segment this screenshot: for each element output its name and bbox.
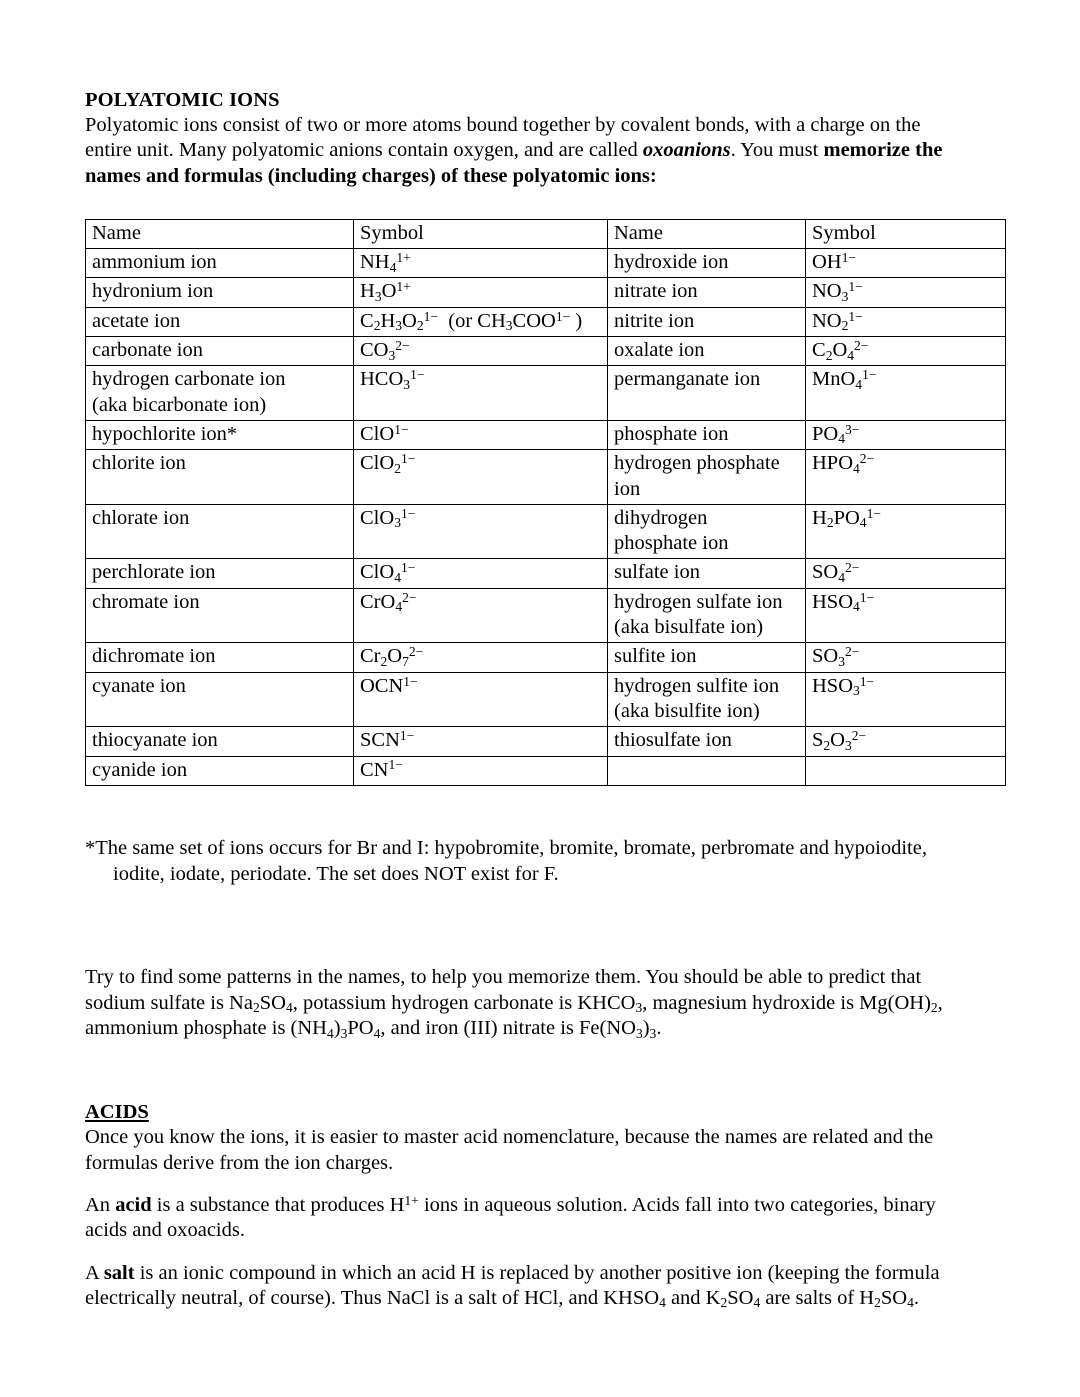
ion-symbol: $HCO_3^{1-}$ bbox=[354, 366, 608, 421]
footnote bbox=[85, 836, 1000, 887]
table-row bbox=[86, 672, 1006, 727]
ion-name: hydrogen sulfite ion (aka bisulfite ion) bbox=[608, 672, 806, 727]
ion-name: acetate ion bbox=[86, 307, 354, 336]
ion-symbol: $C_2O_4^{2-}$ bbox=[806, 337, 1006, 366]
ion-name: dichromate ion bbox=[86, 643, 354, 672]
table-row bbox=[86, 307, 1006, 336]
intro-line-2a: entire unit. Many polyatomic anions contain oxygen, and are called bbox=[85, 139, 643, 162]
table-row bbox=[86, 249, 1006, 278]
patterns-line-2: sodium sulfate is $Na_2SO_4$, potassium hydrogen carbonate is $KHCO_3$, magnesium hydroxide is $Mg(OH)_2$, bbox=[85, 991, 943, 1016]
acid-def-mid: is a substance that produces $H^{1+}$ ions in aqueous solution. Acids fall into two categories, binary bbox=[151, 1192, 936, 1216]
salt-def-prefix: A bbox=[85, 1261, 104, 1284]
ion-name: oxalate ion bbox=[608, 337, 806, 366]
ion-symbol: $HSO_3^{1-}$ bbox=[806, 672, 1006, 727]
spacer-before-patterns bbox=[85, 907, 1000, 965]
ion-symbol: $C_2H_3O_2^{1-}$ (or $CH_3COO^{1-}$ ) bbox=[354, 307, 608, 336]
ion-symbol: $NO_2^{1-}$ bbox=[806, 307, 1006, 336]
ion-symbol-empty bbox=[806, 756, 1006, 785]
ion-name: chromate ion bbox=[86, 588, 354, 643]
ion-name: thiosulfate ion bbox=[608, 727, 806, 756]
ion-name: hydrogen phosphate ion bbox=[608, 450, 806, 505]
ion-name: ammonium ion bbox=[86, 249, 354, 278]
header-name-left: Name bbox=[86, 219, 354, 248]
ion-name: permanganate ion bbox=[608, 366, 806, 421]
spacer-before-salt-def bbox=[85, 1244, 1000, 1261]
spacer-before-acids bbox=[85, 1041, 1000, 1099]
table-row bbox=[86, 337, 1006, 366]
table-row bbox=[86, 504, 1006, 559]
ion-name: cyanate ion bbox=[86, 672, 354, 727]
oxoanions-term: oxoanions bbox=[642, 139, 731, 162]
table-row bbox=[86, 366, 1006, 421]
patterns-line-3: ammonium phosphate is $(NH_4)_3PO_4$, and iron (III) nitrate is $Fe(NO_3)_3$. bbox=[85, 1017, 662, 1041]
ion-name: hydrogen sulfate ion (aka bisulfate ion) bbox=[608, 588, 806, 643]
table-row bbox=[86, 643, 1006, 672]
ion-name: perchlorate ion bbox=[86, 559, 354, 588]
intro-line-1: Polyatomic ions consist of two or more atoms bound together by covalent bonds, with a charge on the bbox=[85, 114, 921, 136]
ion-name: dihydrogen phosphate ion bbox=[608, 504, 806, 559]
spacer-before-acid-def bbox=[85, 1176, 1000, 1193]
table-row bbox=[86, 450, 1006, 505]
ion-symbol: $SCN^{1-}$ bbox=[354, 727, 608, 756]
acid-def-prefix: An bbox=[85, 1193, 116, 1216]
ion-name: hydrogen carbonate ion (aka bicarbonate ion) bbox=[86, 366, 354, 421]
footnote-line-1: *The same set of ions occurs for Br and I: hypobromite, bromite, bromate, perbromate and hypoiodite, bbox=[85, 837, 927, 860]
table-header-row bbox=[86, 219, 1006, 248]
ion-symbol: ClO$_4^{1-}$ bbox=[354, 559, 608, 588]
ion-symbol: $S_2O_3^{2-}$ bbox=[806, 727, 1006, 756]
footnote-line-2: iodite, iodate, periodate. The set does NOT exist for F. bbox=[113, 862, 559, 885]
ion-symbol: $H_3O^{1+}$ bbox=[354, 278, 608, 307]
ion-name: thiocyanate ion bbox=[86, 727, 354, 756]
salt-def-line-2: electrically neutral, of course). Thus NaCl is a salt of HCl, and $KHSO_4$ and $K_2SO_4$ are salts of $H_2SO_4$. bbox=[85, 1286, 919, 1311]
table-row bbox=[86, 559, 1006, 588]
ion-name: phosphate ion bbox=[608, 420, 806, 449]
polyatomic-ions-table bbox=[85, 219, 1006, 786]
ion-symbol: $HPO_4^{2-}$ bbox=[806, 450, 1006, 505]
ion-name: cyanide ion bbox=[86, 756, 354, 785]
table-row bbox=[86, 756, 1006, 785]
acid-definition-paragraph bbox=[85, 1193, 1000, 1244]
ion-symbol: $SO_4^{2-}$ bbox=[806, 559, 1006, 588]
ion-name: sulfite ion bbox=[608, 643, 806, 672]
ion-symbol: $HSO_4^{1-}$ bbox=[806, 588, 1006, 643]
header-symbol-right: Symbol bbox=[806, 219, 1006, 248]
page-title: POLYATOMIC IONS bbox=[85, 89, 280, 111]
ion-symbol: $Cr_2O_7^{2-}$ bbox=[354, 643, 608, 672]
ion-symbol: $CO_3^{2-}$ bbox=[354, 337, 608, 366]
table-row bbox=[86, 278, 1006, 307]
header-name-right: Name bbox=[608, 219, 806, 248]
spacer-before-table bbox=[85, 189, 1000, 219]
patterns-paragraph bbox=[85, 965, 1000, 1041]
ion-symbol: ClO$^{1-}$ bbox=[354, 420, 608, 449]
ion-symbol: $PO_4^{3-}$ bbox=[806, 420, 1006, 449]
salt-def-line-1: is an ionic compound in which an acid H is replaced by another positive ion (keeping the formula bbox=[134, 1261, 940, 1284]
ion-name: carbonate ion bbox=[86, 337, 354, 366]
ion-name: sulfate ion bbox=[608, 559, 806, 588]
ion-symbol: CrO$_4^{2-}$ bbox=[354, 588, 608, 643]
salt-definition-paragraph bbox=[85, 1261, 1000, 1312]
ion-symbol: $OCN^{1-}$ bbox=[354, 672, 608, 727]
ion-symbol: $NO_3^{1-}$ bbox=[806, 278, 1006, 307]
intro-bold-2: memorize the bbox=[823, 139, 943, 162]
acids-intro-line-2: formulas derive from the ion charges. bbox=[85, 1151, 394, 1174]
spacer-after-table bbox=[85, 786, 1000, 816]
header-symbol-left: Symbol bbox=[354, 219, 608, 248]
ion-name: chlorate ion bbox=[86, 504, 354, 559]
ion-name: hydronium ion bbox=[86, 278, 354, 307]
ion-symbol: $NH_4^{1+}$ bbox=[354, 249, 608, 278]
acids-heading: ACIDS bbox=[85, 1101, 149, 1124]
ion-symbol: $H_2PO_4^{1-}$ bbox=[806, 504, 1006, 559]
ion-symbol: $SO_3^{2-}$ bbox=[806, 643, 1006, 672]
intro-line-2b: . You must bbox=[730, 139, 824, 162]
acids-intro-line-1: Once you know the ions, it is easier to master acid nomenclature, because the names are related and the bbox=[85, 1126, 934, 1149]
acids-intro-paragraph bbox=[85, 1125, 1000, 1176]
intro-bold-3: names and formulas (including charges) of these polyatomic ions: bbox=[85, 164, 657, 187]
ion-name-empty bbox=[608, 756, 806, 785]
acid-term: acid bbox=[115, 1193, 152, 1216]
table-row bbox=[86, 420, 1006, 449]
ion-symbol: $OH^{1-}$ bbox=[806, 249, 1006, 278]
ion-name: chlorite ion bbox=[86, 450, 354, 505]
ion-symbol: MnO$_4^{1-}$ bbox=[806, 366, 1006, 421]
table-row bbox=[86, 588, 1006, 643]
ion-name: hydroxide ion bbox=[608, 249, 806, 278]
ion-name: nitrite ion bbox=[608, 307, 806, 336]
acid-def-line-2: acids and oxoacids. bbox=[85, 1219, 245, 1242]
ion-name: hypochlorite ion* bbox=[86, 420, 354, 449]
table-row bbox=[86, 727, 1006, 756]
intro-paragraph bbox=[85, 113, 1000, 189]
ion-name: nitrate ion bbox=[608, 278, 806, 307]
patterns-line-1: Try to find some patterns in the names, to help you memorize them. You should be able to predict that bbox=[85, 966, 922, 989]
salt-term: salt bbox=[103, 1261, 135, 1284]
ion-symbol: ClO$_3^{1-}$ bbox=[354, 504, 608, 559]
ion-symbol: ClO$_2^{1-}$ bbox=[354, 450, 608, 505]
ion-symbol: $CN^{1-}$ bbox=[354, 756, 608, 785]
